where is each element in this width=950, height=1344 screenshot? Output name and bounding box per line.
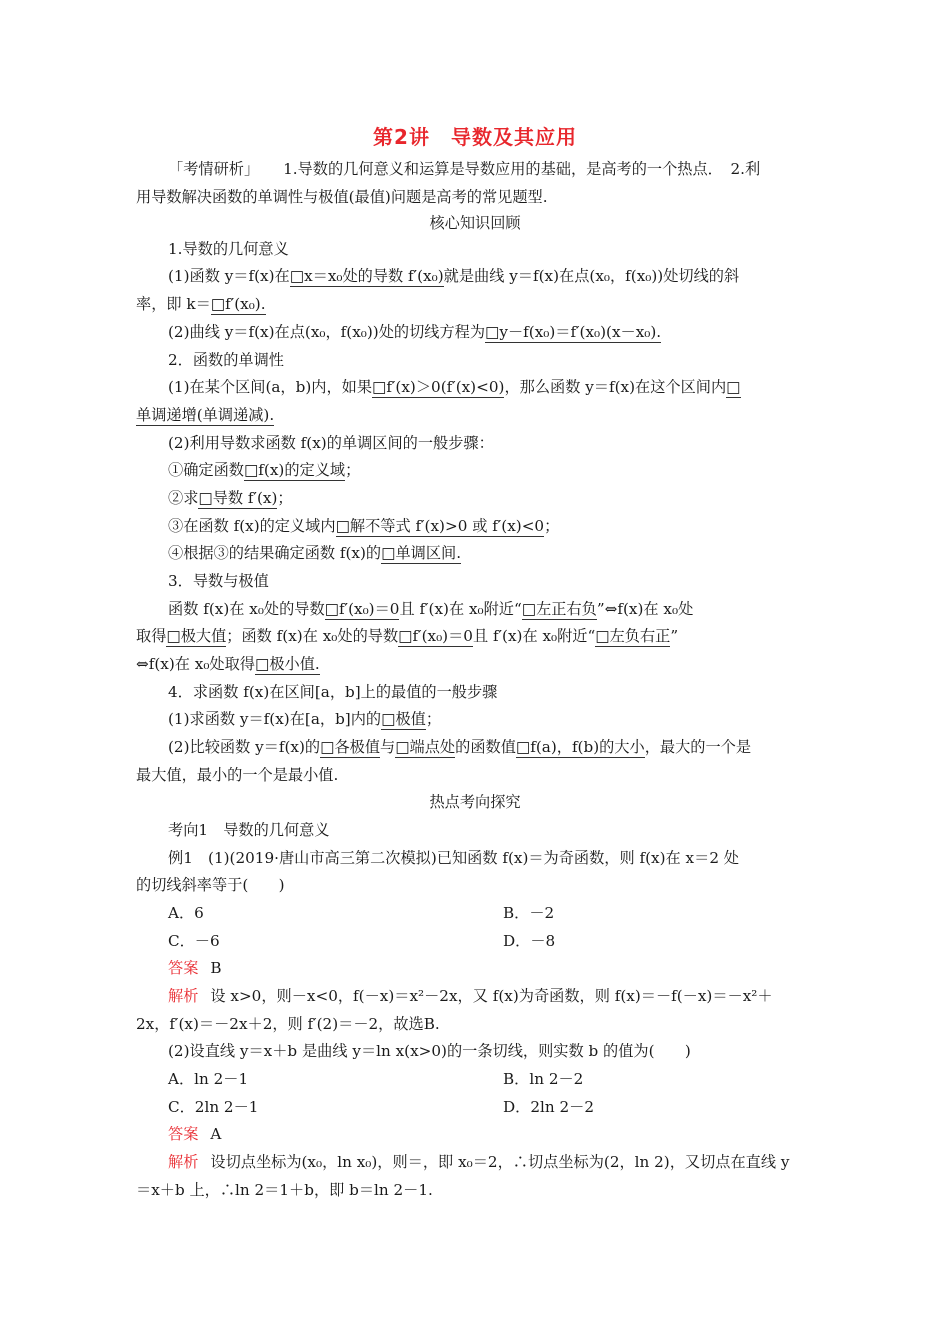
blank-answer: □左负右正 bbox=[595, 627, 671, 645]
k2-p1-line1: (1)在某个区间(a，b)内，如果□f′(x)＞0(f′(x)<0)，那么函数 y＝f(x)在这个区间内□ bbox=[168, 378, 741, 396]
blank-answer: □极小值. bbox=[255, 655, 320, 673]
k3-line2: 取得□极大值；函数 f(x)在 x₀处的导数□f′(x₀)＝0且 f′(x)在 x₀附近“□左负右正” bbox=[136, 627, 679, 645]
option-d: D．－8 bbox=[503, 932, 556, 950]
blank-answer: □各极值 bbox=[320, 738, 381, 756]
blank-answer: □端点处 bbox=[395, 738, 456, 756]
solution-label: 解析 bbox=[168, 987, 199, 1005]
blank-answer: □f′(x₀)＝0 bbox=[398, 627, 473, 645]
answer-label: 答案 bbox=[168, 959, 199, 977]
k2-step3: ③在函数 f(x)的定义域内□解不等式 f′(x)>0 或 f′(x)<0； bbox=[168, 517, 560, 535]
k3-line3: ⇔f(x)在 x₀处取得□极小值. bbox=[136, 655, 320, 673]
option-b: B．ln 2－2 bbox=[503, 1070, 584, 1088]
blank-answer: □f′(x₀). bbox=[210, 295, 266, 313]
blank-answer: □极值 bbox=[381, 710, 426, 728]
intro-line-1: 「考情研析」 1.导数的几何意义和运算是导数应用的基础，是高考的一个热点． 2.利 bbox=[168, 160, 761, 178]
section-heading-review: 核心知识回顾 bbox=[429, 214, 521, 232]
blank-answer: □f′(x)＞0(f′(x)<0) bbox=[372, 378, 505, 396]
blank-answer: □解不等式 f′(x)>0 或 f′(x)<0 bbox=[335, 517, 545, 535]
k2-step4: ④根据③的结果确定函数 f(x)的□单调区间. bbox=[168, 544, 462, 562]
answer-line: 答案 A bbox=[168, 1125, 222, 1143]
k4-p1: (1)求函数 y＝f(x)在[a，b]内的□极值； bbox=[168, 710, 442, 728]
solution-line1: 解析 设切点坐标为(x₀，ln x₀)，则＝，即 x₀＝2，∴切点坐标为(2，ln 2)，又切点在直线 y bbox=[168, 1153, 790, 1171]
option-c: C．2ln 2－1 bbox=[168, 1098, 259, 1116]
blank-answer: □f(x)的定义域 bbox=[243, 461, 346, 479]
option-c: C．－6 bbox=[168, 932, 220, 950]
example1-q1-line2: 的切线斜率等于( ) bbox=[136, 876, 285, 894]
page-title: 第2讲 导数及其应用 bbox=[373, 125, 577, 149]
k4-heading: 4．求函数 f(x)在区间[a，b]上的最值的一般步骤 bbox=[168, 683, 498, 701]
intro-line-2: 用导数解决函数的单调性与极值(最值)问题是高考的常见题型. bbox=[136, 188, 548, 206]
example1-q1-line1: 例1 (1)(2019·唐山市高三第二次模拟)已知函数 f(x)＝为奇函数，则 f(x)在 x＝2 处 bbox=[168, 849, 739, 867]
intro-tag: 「考情研析」 bbox=[168, 160, 260, 178]
k2-p1-line2 bbox=[136, 405, 274, 425]
blank-answer: □x＝x₀处的导数 f′(x₀) bbox=[289, 267, 444, 285]
option-d: D．2ln 2－2 bbox=[503, 1098, 595, 1116]
k1-p1-line2: 率，即 k＝□f′(x₀). bbox=[136, 295, 266, 313]
section-heading-hotspots: 热点考向探究 bbox=[429, 793, 521, 811]
k3-line1: 函数 f(x)在 x₀处的导数□f′(x₀)＝0且 f′(x)在 x₀附近“□左正右负”⇔f(x)在 x₀处 bbox=[168, 600, 694, 618]
solution-line1: 解析 设 x>0，则－x<0，f(－x)＝x²－2x，又 f(x)为奇函数，则 f(x)＝－f(－x)＝－x²＋ bbox=[168, 987, 773, 1005]
blank-answer: □极大值 bbox=[166, 627, 227, 645]
k3-heading: 3．导数与极值 bbox=[168, 572, 269, 590]
topic-heading: 考向1 导数的几何意义 bbox=[168, 821, 330, 839]
blank-answer: □f(a)，f(b)的大小 bbox=[515, 738, 645, 756]
blank-answer: □y－f(x₀)＝f′(x₀)(x－x₀). bbox=[485, 323, 662, 341]
answer-line: 答案 B bbox=[168, 959, 222, 977]
solution-line2: ＝x＋b 上，∴ln 2＝1＋b，即 b＝ln 2－1. bbox=[136, 1181, 433, 1199]
option-a: A．ln 2－1 bbox=[168, 1070, 249, 1088]
blank-answer: 单调递增(单调递减). bbox=[136, 406, 275, 424]
blank-answer: □单调区间. bbox=[381, 544, 462, 562]
blank-answer: □左正右负 bbox=[521, 600, 597, 618]
solution-label: 解析 bbox=[168, 1153, 199, 1171]
blank-answer: □导数 f′(x) bbox=[198, 489, 278, 507]
answer-label: 答案 bbox=[168, 1125, 199, 1143]
k2-step1: ①确定函数□f(x)的定义域； bbox=[168, 461, 361, 479]
option-b: B．－2 bbox=[503, 904, 555, 922]
k2-p2: (2)利用导数求函数 f(x)的单调区间的一般步骤： bbox=[168, 434, 494, 452]
option-a: A．6 bbox=[168, 904, 204, 922]
k2-heading: 2．函数的单调性 bbox=[168, 351, 284, 369]
k1-p1-line1: (1)函数 y＝f(x)在□x＝x₀处的导数 f′(x₀)就是曲线 y＝f(x)在点(x₀，f(x₀))处切线的斜 bbox=[168, 267, 740, 285]
blank-answer: □f′(x₀)＝0 bbox=[324, 600, 400, 618]
k2-step2: ②求□导数 f′(x)； bbox=[168, 489, 293, 507]
k1-heading: 1.导数的几何意义 bbox=[168, 240, 289, 258]
k4-p2-line2: 最大值，最小的一个是最小值. bbox=[136, 766, 339, 784]
example1-q2: (2)设直线 y＝x＋b 是曲线 y＝ln x(x>0)的一条切线，则实数 b 的值为( ) bbox=[168, 1042, 691, 1060]
k1-p2: (2)曲线 y＝f(x)在点(x₀，f(x₀))处的切线方程为□y－f(x₀)＝f′(x₀)(x－x₀). bbox=[168, 323, 662, 341]
solution-line2: 2x，f′(x)＝－2x＋2，则 f′(2)＝－2，故选B. bbox=[136, 1015, 440, 1033]
k4-p2-line1: (2)比较函数 y＝f(x)的□各极值与□端点处的函数值□f(a)，f(b)的大小，最大的一个是 bbox=[168, 738, 752, 756]
